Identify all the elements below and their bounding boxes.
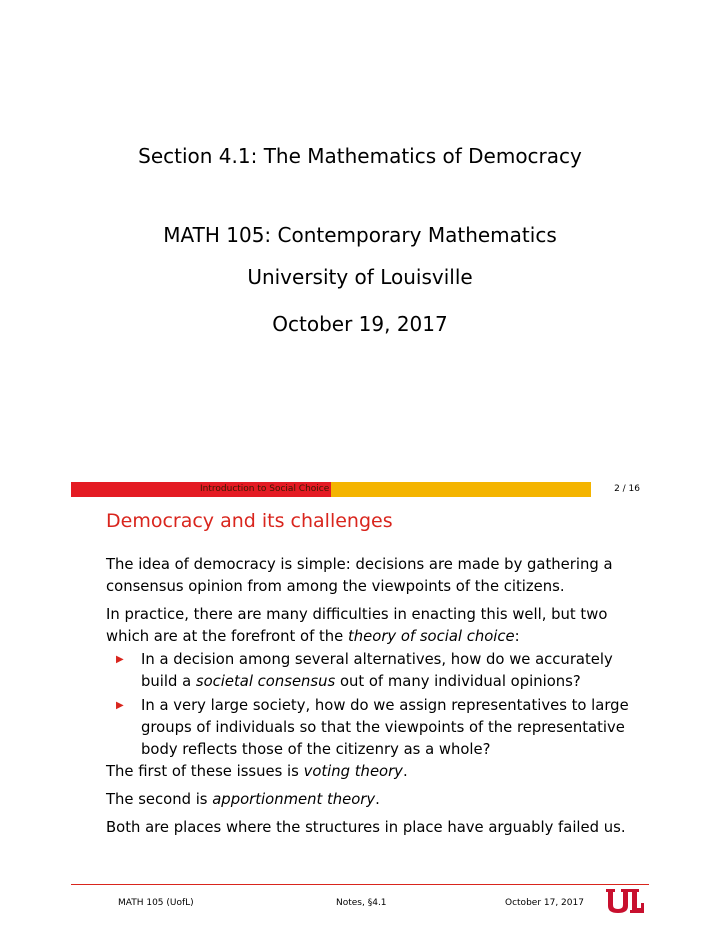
- footer-course: MATH 105 (UofL): [118, 898, 194, 908]
- paragraph-apportionment: The second is apportionment theory.: [106, 791, 380, 808]
- footer-date: October 17, 2017: [505, 898, 584, 908]
- slide-content: [106, 554, 646, 839]
- presentation-date: October 19, 2017: [272, 312, 448, 336]
- challenge-list: [106, 649, 646, 761]
- list-item: ▶ In a decision among several alternatives, how do we accurately build a societal consensus out of many individual opinions?: [116, 651, 613, 690]
- course-name: MATH 105: Contemporary Mathematics: [163, 223, 557, 247]
- paragraph-voting: The first of these issues is voting theory.: [106, 763, 408, 780]
- svg-text:OF: OF: [616, 898, 622, 903]
- paragraph-practice: In practice, there are many difficulties in enacting this well, but two which are at the forefront of the theory of social choice:: [106, 606, 608, 645]
- section-label: Introduction to Social Choice: [200, 484, 330, 494]
- slide-title: Section 4.1: The Mathematics of Democracy: [138, 144, 582, 168]
- page-counter: 2 / 16: [614, 484, 640, 494]
- uofl-logo: [606, 889, 644, 913]
- frame-title: Democracy and its challenges: [106, 510, 393, 532]
- list-item: ▶ In a very large society, how do we assign representatives to large groups of individuals so that the viewpoints of the representative body reflects those of the citizenry as a whole?: [116, 697, 629, 758]
- bullet-triangle-icon: ▶: [116, 700, 124, 711]
- paragraph-democracy: The idea of democracy is simple: decisions are made by gathering a consensus opinion from among the viewpoints of the citizens.: [106, 556, 613, 595]
- header-bar-gold: [331, 482, 591, 497]
- paragraph-conclusion: Both are places where the structures in place have arguably failed us.: [106, 819, 626, 836]
- footer-rule: [71, 884, 649, 885]
- bullet-triangle-icon: ▶: [116, 654, 124, 665]
- institution-name: University of Louisville: [247, 265, 473, 289]
- footer-section: Notes, §4.1: [336, 898, 387, 908]
